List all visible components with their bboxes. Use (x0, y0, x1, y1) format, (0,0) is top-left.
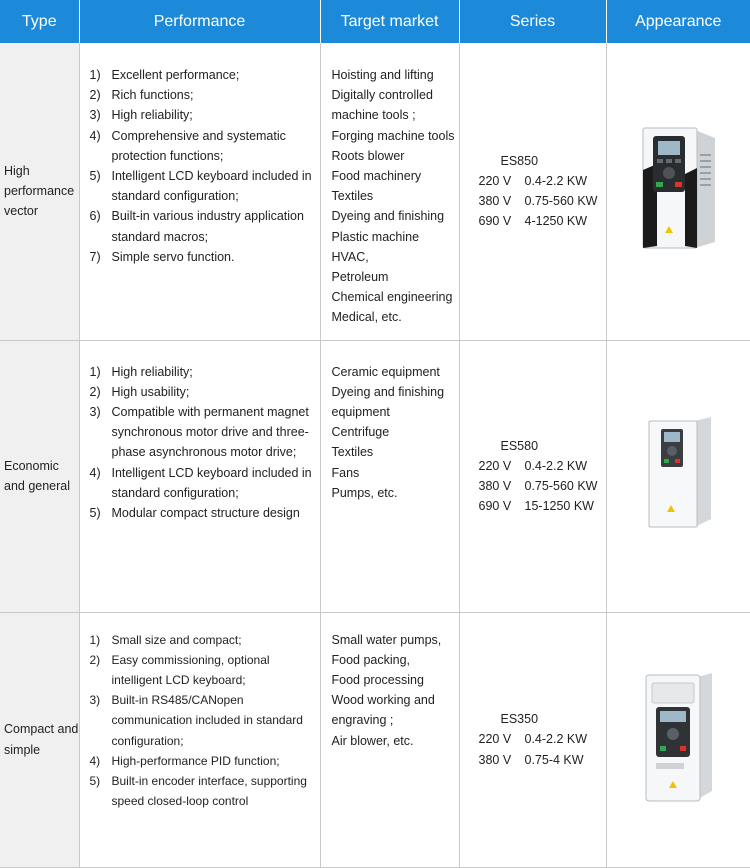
target-market-list (332, 65, 459, 328)
performance-cell (79, 612, 320, 867)
list-item: Food packing, (331, 652, 411, 667)
list-item: Ceramic equipment (331, 364, 440, 379)
performance-list (90, 65, 314, 267)
list-item: 2) High usability; (89, 384, 190, 399)
list-item: 2) Rich functions; (89, 88, 194, 103)
series-rating-row: 380 V 0.75-4 KW (478, 752, 584, 767)
list-item: Forging machine tools (331, 128, 455, 143)
table-row (0, 43, 750, 340)
appearance-cell (606, 612, 750, 867)
list-item: equipment (331, 404, 390, 419)
series-name: ES850 (500, 153, 539, 168)
target-market-cell (320, 43, 459, 340)
list-item: Small water pumps, (331, 632, 442, 647)
list-item: 1) High reliability; (89, 364, 193, 379)
list-item: Dyeing and finishing (331, 384, 445, 399)
series-rating-row: 380 V 0.75-560 KW (478, 479, 598, 493)
appearance-cell (606, 43, 750, 340)
header-performance: Performance (79, 0, 320, 43)
list-item: Dyeing and finishing (331, 209, 445, 224)
performance-cell (79, 43, 320, 340)
list-item: 4) Comprehensive and systematic protection functions; (89, 128, 286, 163)
series-rating-row: 690 V 15-1250 KW (478, 499, 594, 514)
table-row (0, 340, 750, 612)
list-item: Pumps, etc. (331, 485, 398, 500)
appearance-cell (606, 340, 750, 612)
list-item: 4) Intelligent LCD keyboard included in standard configuration; (89, 465, 312, 500)
list-item: Medical, etc. (331, 310, 402, 325)
list-item: 4) High-performance PID function; (89, 753, 280, 768)
list-item: Roots blower (331, 148, 405, 163)
list-item: 3) Compatible with permanent magnet synchronous motor drive and three-phase asynchronous motor drive; (89, 404, 309, 460)
series-rating-row: 380 V 0.75-560 KW (478, 194, 598, 209)
header-row (0, 0, 750, 43)
list-item: 7) Simple servo function. (89, 249, 235, 264)
list-item: Plastic machine (331, 229, 420, 244)
list-item: engraving ; (331, 713, 394, 728)
list-item: Hoisting and lifting (331, 68, 434, 82)
header-appearance: Appearance (606, 0, 750, 43)
series-cell (459, 340, 606, 612)
list-item: Air blower, etc. (331, 733, 414, 748)
performance-list (90, 362, 314, 524)
header-target-market: Target market (320, 0, 459, 43)
series-cell (459, 43, 606, 340)
type-cell: Compact and simple (0, 612, 79, 867)
performance-list (90, 630, 316, 812)
list-item: machine tools ; (331, 108, 416, 123)
list-item: 5) Intelligent LCD keyboard included in standard configuration; (89, 169, 312, 204)
list-item: 3) High reliability; (89, 108, 193, 123)
series-name: ES580 (500, 438, 539, 453)
list-item: 6) Built-in various industry application standard macros; (89, 209, 304, 244)
list-item: 5) Built-in encoder interface, supporting speed closed-loop control (89, 773, 307, 809)
series-rating-row: 220 V 0.4-2.2 KW (478, 458, 588, 473)
list-item: 2) Easy commissioning, optional intelligent LCD keyboard; (89, 652, 270, 687)
type-cell: Economic and general (0, 340, 79, 612)
inverter-es580-image (637, 415, 719, 531)
inverter-es850-image (637, 124, 719, 252)
series-rating-row: 220 V 0.4-2.2 KW (478, 732, 588, 747)
list-item: HVAC, (331, 249, 369, 264)
list-item: Textiles (331, 445, 374, 460)
list-item: Food processing (331, 672, 424, 687)
list-item: Chemical engineering (331, 290, 453, 305)
table-row (0, 612, 750, 867)
header-series: Series (459, 0, 606, 43)
target-market-list (332, 630, 459, 751)
series-rating-row: 220 V 0.4-2.2 KW (478, 174, 588, 189)
series-rating-row: 690 V 4-1250 KW (478, 214, 588, 229)
list-item: Textiles (331, 189, 374, 204)
list-item: Wood working and (331, 693, 435, 708)
list-item: Fans (331, 465, 360, 480)
target-market-cell (320, 612, 459, 867)
type-cell: High performance vector (0, 43, 79, 340)
inverter-es350-image (636, 667, 720, 805)
target-market-list (332, 362, 459, 503)
list-item: 5) Modular compact structure design (89, 505, 300, 520)
target-market-cell (320, 340, 459, 612)
series-name: ES350 (500, 712, 539, 727)
list-item: Centrifuge (331, 425, 390, 440)
list-item: Petroleum (331, 270, 389, 285)
list-item: 1) Small size and compact; (89, 632, 242, 647)
list-item: Food machinery (331, 169, 422, 184)
header-type: Type (0, 0, 79, 43)
list-item: Digitally controlled (331, 88, 433, 103)
list-item: 3) Built-in RS485/CANopen communication included in standard configuration; (89, 693, 303, 748)
list-item: 1) Excellent performance; (89, 68, 240, 82)
series-cell (459, 612, 606, 867)
performance-cell (79, 340, 320, 612)
